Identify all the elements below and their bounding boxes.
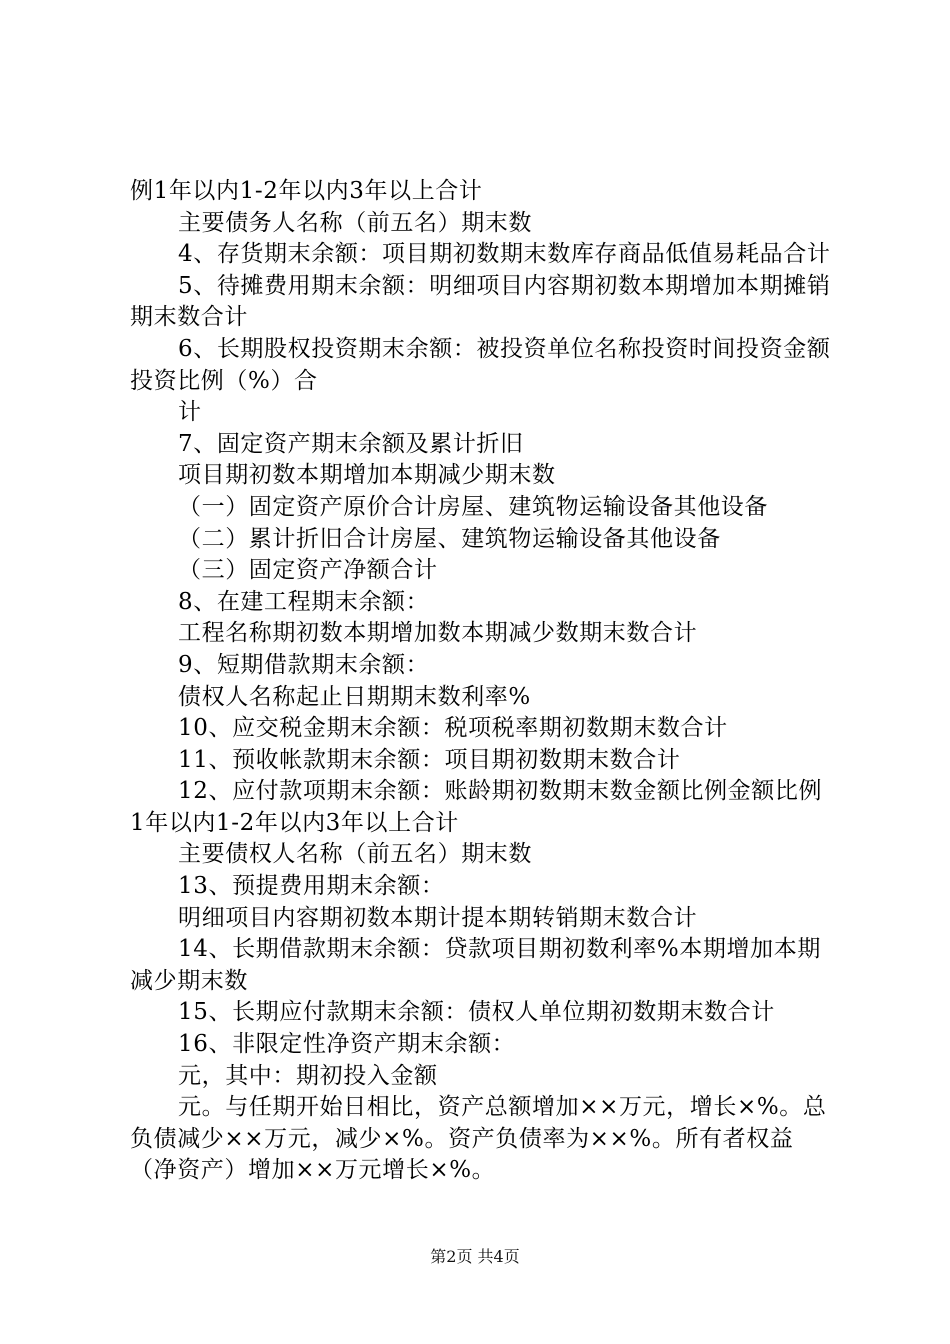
paragraph: 元，其中：期初投入金额: [178, 1062, 438, 1089]
paragraph: （一）固定资产原价合计房屋、建筑物运输设备其他设备: [178, 493, 768, 520]
page-footer: 第2页 共4页: [430, 1247, 520, 1266]
paragraph: 8、在建工程期末余额：: [178, 588, 430, 615]
paragraph: 明细项目内容期初数本期计提本期转销期末数合计: [178, 904, 698, 931]
paragraph: 5、待摊费用期末余额：明细项目内容期初数本期增加本期摊销期末数合计: [130, 272, 831, 331]
paragraph: 13、预提费用期末余额：: [178, 873, 445, 900]
paragraph: 11、预收帐款期末余额：项目期初数期末数合计: [178, 746, 681, 773]
paragraph: 元。与任期开始日相比，资产总额增加××万元，增长×%。总负债减少××万元，减少×%。资产负债率为××%。所有者权益（净资产）增加××万元增长×%。: [130, 1094, 827, 1184]
paragraph: 债权人名称起止日期期末数利率%: [178, 683, 531, 710]
paragraph: 4、存货期末余额：项目期初数期末数库存商品低值易耗品合计: [178, 241, 831, 268]
paragraph: （三）固定资产净额合计: [178, 557, 438, 584]
paragraph: 项目期初数本期增加本期减少期末数: [178, 462, 556, 489]
paragraph: 15、长期应付款期末余额：债权人单位期初数期末数合计: [178, 999, 775, 1026]
paragraph: 10、应交税金期末余额：税项税率期初数期末数合计: [178, 715, 728, 742]
paragraph: （二）累计折旧合计房屋、建筑物运输设备其他设备: [178, 525, 721, 552]
paragraph: 主要债务人名称（前五名）期末数: [178, 209, 532, 236]
document-body: [130, 176, 835, 1187]
paragraph: 12、应付款项期末余额：账龄期初数期末数金额比例金额比例1年以内1-2年以内3年以上合计: [130, 778, 823, 836]
paragraph: 例1年以内1-2年以内3年以上合计: [130, 178, 483, 204]
paragraph: 主要债权人名称（前五名）期末数: [178, 841, 532, 868]
paragraph: 7、固定资产期末余额及累计折旧: [178, 430, 524, 457]
paragraph: 16、非限定性净资产期末余额：: [178, 1031, 516, 1058]
paragraph: 计: [178, 399, 202, 426]
paragraph: 14、长期借款期末余额：贷款项目期初数利率%本期增加本期减少期末数: [130, 936, 821, 994]
paragraph: 6、长期股权投资期末余额：被投资单位名称投资时间投资金额投资比例（%）合: [130, 335, 831, 394]
paragraph: 工程名称期初数本期增加数本期减少数期末数合计: [178, 620, 698, 647]
paragraph: 9、短期借款期末余额：: [178, 651, 430, 678]
